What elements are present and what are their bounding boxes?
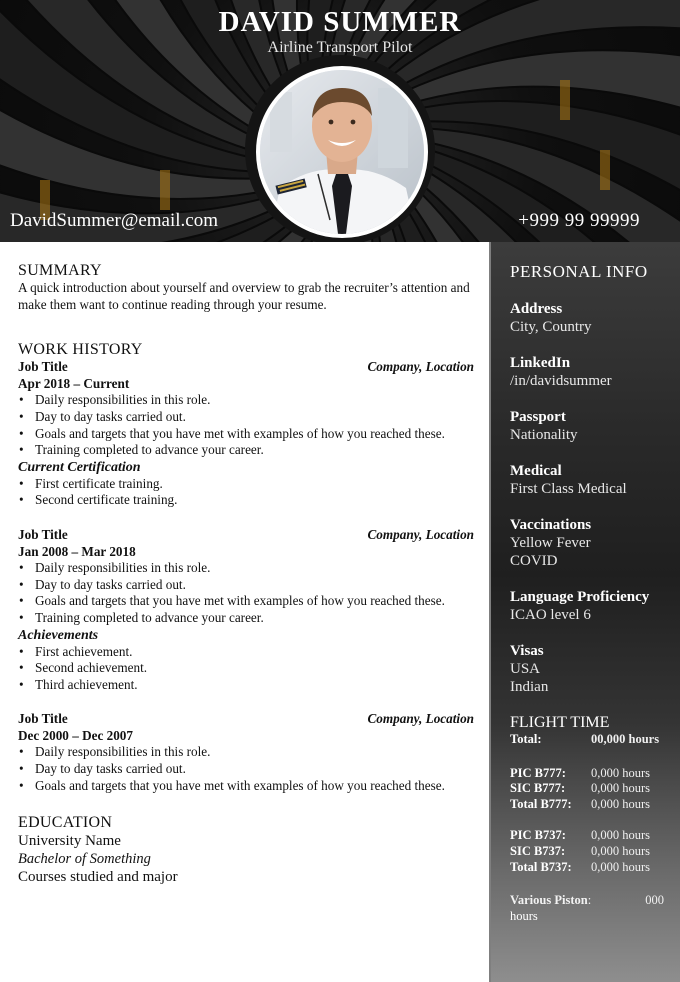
header-banner: [0, 0, 680, 242]
flight-row-value: 0,000 hours: [591, 765, 651, 780]
info-value: First Class Medical: [510, 481, 627, 497]
list-item: • Goals and targets that you have met with examples of how you reached these.: [18, 426, 474, 443]
list-item: • First achievement.: [18, 644, 474, 661]
university-name: University Name: [18, 833, 121, 850]
list-item: • Goals and targets that you have met with examples of how you reached these.: [18, 778, 474, 795]
list-item: • Daily responsibilities in this role.: [18, 744, 474, 761]
info-label: Address: [510, 301, 563, 317]
flight-row-value: 0,000 hours: [591, 859, 651, 874]
info-label: Language Proficiency: [510, 589, 650, 605]
job-company: Company, Location: [367, 711, 474, 727]
flight-total-label: Total:: [510, 732, 542, 746]
summary-text: A quick introduction about yourself and overview to grab the recruiter’s attention and make them want to continue reading through your resume.: [18, 280, 470, 312]
info-value: ICAO level 6: [510, 607, 591, 623]
info-label: Vaccinations: [510, 517, 592, 533]
turbine-accent: [160, 170, 170, 210]
b777-hours: [510, 766, 670, 813]
job-dates: Dec 2000 – Dec 2007: [18, 727, 133, 743]
certification-bullets: [18, 476, 474, 509]
list-item: • Goals and targets that you have met with examples of how you reached these.: [18, 593, 474, 610]
list-item: • Day to day tasks carried out.: [18, 761, 474, 778]
job-company: Company, Location: [367, 359, 474, 375]
job-entry: [18, 527, 474, 693]
flight-time-section: [510, 714, 670, 924]
flight-row-label: Total B777:: [510, 796, 572, 811]
info-address: [510, 300, 670, 336]
list-item: • Daily responsibilities in this role.: [18, 560, 474, 577]
info-value: USA: [510, 661, 541, 677]
info-language: [510, 588, 670, 624]
info-value: COVID: [510, 553, 558, 569]
personal-info-sidebar: [489, 242, 680, 982]
info-label: Visas: [510, 643, 544, 659]
flight-row-label: Various Piston: [510, 893, 588, 908]
contact-phone[interactable]: +999 99 99999: [518, 210, 640, 231]
info-value: City, Country: [510, 319, 592, 335]
job-dates: Jan 2008 – Mar 2018: [18, 543, 136, 559]
job-bullets: [18, 392, 474, 458]
job-header: [18, 711, 474, 728]
info-label: Passport: [510, 409, 566, 425]
flight-row-value: 000: [645, 893, 664, 908]
work-history-heading: WORK HISTORY: [18, 341, 143, 359]
info-medical: [510, 462, 670, 498]
list-item: • First certificate training.: [18, 476, 474, 493]
certification-subheading: Current Certification: [18, 459, 141, 475]
summary-section: [18, 262, 474, 313]
job-bullets: [18, 560, 474, 626]
flight-row: [510, 844, 670, 860]
list-item: • Third achievement.: [18, 677, 474, 694]
job-company: Company, Location: [367, 526, 474, 542]
degree-name: Bachelor of Something: [18, 851, 151, 868]
job-header: [18, 359, 474, 376]
courses-text: Courses studied and major: [18, 869, 178, 886]
flight-row: [510, 893, 670, 909]
job-entry: [18, 359, 474, 509]
flight-row: [510, 781, 670, 797]
job-title: Job Title: [18, 359, 68, 375]
flight-total-value: 00,000 hours: [591, 732, 660, 746]
list-item: • Day to day tasks carried out.: [18, 577, 474, 594]
info-visas: [510, 642, 670, 696]
flight-row-value: 0,000 hours: [591, 781, 651, 796]
job-dates: Apr 2018 – Current: [18, 375, 130, 391]
info-vaccinations: [510, 516, 670, 570]
info-value: Nationality: [510, 427, 578, 443]
turbine-accent: [560, 80, 570, 120]
education-heading: EDUCATION: [18, 814, 113, 832]
flight-row: [510, 797, 670, 813]
info-value: Yellow Fever: [510, 535, 591, 551]
info-linkedin: [510, 354, 670, 390]
job-bullets: [18, 744, 474, 794]
info-value: Indian: [510, 679, 549, 695]
candidate-role: Airline Transport Pilot: [267, 39, 413, 56]
list-item: • Second certificate training.: [18, 492, 474, 509]
flight-row-label: SIC B777:: [510, 781, 566, 796]
work-history-section: [18, 341, 474, 794]
list-item: • Day to day tasks carried out.: [18, 409, 474, 426]
piston-hours: [510, 893, 670, 924]
pilot-portrait-illustration: [260, 70, 424, 234]
flight-row-unit: hours: [510, 908, 538, 923]
achievements-subheading: Achievements: [18, 627, 99, 643]
flight-row-label: PIC B737:: [510, 828, 566, 843]
flight-row-colon: :: [587, 893, 592, 908]
job-title: Job Title: [18, 526, 68, 542]
flight-total-row: [510, 732, 670, 748]
flight-row-value: 0,000 hours: [591, 796, 651, 811]
flight-row-label: PIC B777:: [510, 765, 566, 780]
main-column: [18, 262, 474, 886]
turbine-accent: [600, 150, 610, 190]
sidebar-content: [510, 262, 670, 924]
flight-row: [510, 860, 670, 876]
job-entry: [18, 711, 474, 794]
flight-row-value: 0,000 hours: [591, 843, 651, 858]
education-section: [18, 814, 474, 886]
flight-row-label: SIC B737:: [510, 843, 566, 858]
candidate-name: DAVID SUMMER: [218, 6, 462, 38]
flight-time-heading: FLIGHT TIME: [510, 714, 610, 731]
info-label: Medical: [510, 463, 562, 479]
personal-info-heading: PERSONAL INFO: [510, 262, 648, 281]
contact-email[interactable]: DavidSummer@email.com: [10, 210, 218, 231]
flight-row: [510, 828, 670, 844]
flight-row-value: 0,000 hours: [591, 828, 651, 843]
achievement-bullets: [18, 644, 474, 694]
list-item: • Training completed to advance your career.: [18, 610, 474, 627]
profile-photo: [256, 66, 428, 238]
b737-hours: [510, 828, 670, 875]
flight-row-label: Total B737:: [510, 859, 572, 874]
list-item: • Training completed to advance your career.: [18, 442, 474, 459]
linkedin-link[interactable]: /in/davidsummer: [510, 373, 612, 389]
job-title: Job Title: [18, 711, 68, 727]
job-header: [18, 527, 474, 544]
summary-heading: SUMMARY: [18, 262, 102, 279]
list-item: • Daily responsibilities in this role.: [18, 392, 474, 409]
info-passport: [510, 408, 670, 444]
flight-row: [510, 766, 670, 782]
info-label: LinkedIn: [510, 355, 571, 371]
list-item: • Second achievement.: [18, 660, 474, 677]
